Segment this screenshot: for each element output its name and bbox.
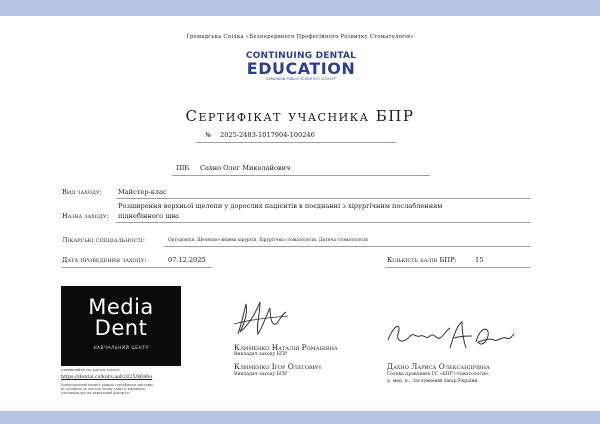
participant-name: Сахно Олег Миколайович	[200, 164, 291, 172]
signature-dakhno-l	[384, 318, 518, 352]
date-underline	[62, 267, 212, 268]
event-name-underline	[116, 222, 530, 223]
points-label: Кількість балів БПР:	[387, 256, 457, 264]
logo-subtitle: НАВЧАЛЬНИЙ ЦЕНТР	[93, 345, 149, 350]
signatory-2-name: Клименко Ігор Олегович	[234, 362, 321, 371]
verify-label: перевіряйте на картці заходу	[61, 368, 120, 373]
certificate-number: 2025-2483-1017904-100246	[220, 131, 315, 139]
top-accent-bar	[0, 0, 600, 16]
signatory-3-role-line1: Голова правління ГС «БПР стоматологів»,	[387, 372, 491, 377]
logo-line1: CONTINUING DENTAL	[245, 51, 357, 61]
disclaimer	[61, 383, 153, 395]
signatory-1-name: Клименко Наталія Романівна	[234, 343, 338, 352]
mediadent-logo	[61, 286, 181, 366]
date-label: Дата проведення заходу:	[62, 256, 147, 264]
specialties-label: Лікарські спеціальності:	[62, 236, 145, 244]
disclaimer-line1: Контролюючий вплив в рамках сертифікати змістовно	[61, 383, 154, 387]
specialties: Ортодонтія, Щелепно-лицева хірургія, Хірургічна стоматологія, Дитяча стоматологія	[168, 238, 368, 243]
points-value: 15	[475, 256, 484, 264]
disclaimer-line3: учасникам про на навчальний фаховості.	[61, 391, 131, 395]
signatory-3-role-line2: д. мед. н., Заслужений лікар України	[387, 379, 478, 384]
number-underline	[196, 142, 396, 143]
verify-link[interactable]: https://dental.cs/kurs.aid/2025/8686o	[61, 375, 153, 380]
specialties-underline	[164, 246, 530, 247]
organization-name: Громадська Спілка «Безперервного Професійного Розвитку Стоматологів»	[186, 34, 414, 40]
logo-dent: Dent	[94, 316, 148, 340]
pib-label: ПІБ	[176, 164, 190, 172]
bottom-accent-bar	[0, 411, 600, 424]
name-underline	[172, 175, 430, 176]
signatory-2-role: Викладач заходу БПР	[234, 372, 288, 377]
event-type: Майстер-клас	[118, 188, 167, 196]
logo-media: Media	[88, 295, 154, 319]
signature-klymenko-n	[230, 294, 292, 342]
points-underline	[385, 267, 530, 268]
event-date: 07.12.2025	[168, 256, 206, 264]
logo-line3: UKRAINIAN PUBLIC SCIENTIFIC SOCIETY	[265, 77, 337, 81]
event-type-underline	[116, 198, 530, 199]
disclaimer-line2: не залежать за змістом зможу захисту відповідно	[61, 387, 146, 391]
logo-line2: EDUCATION	[246, 59, 356, 78]
event-name-label: Назва заходу:	[62, 212, 109, 220]
event-name-line1: Розширення верхньої щелепи у дорослих пацієнтів в поєднанні з хірургічним послабленням	[118, 202, 443, 210]
certificate-title: Сертифікат учасника БПР	[185, 107, 415, 125]
event-name-line2: піднебінного шва	[118, 212, 179, 220]
signatory-3-name: Дахно Лариса Олександрівна	[387, 362, 490, 371]
signatory-1-role: Викладач заходу БПР	[234, 352, 288, 357]
cde-logo	[238, 52, 364, 82]
event-type-label: Вид заходу:	[62, 188, 102, 196]
number-label: №	[205, 131, 212, 139]
